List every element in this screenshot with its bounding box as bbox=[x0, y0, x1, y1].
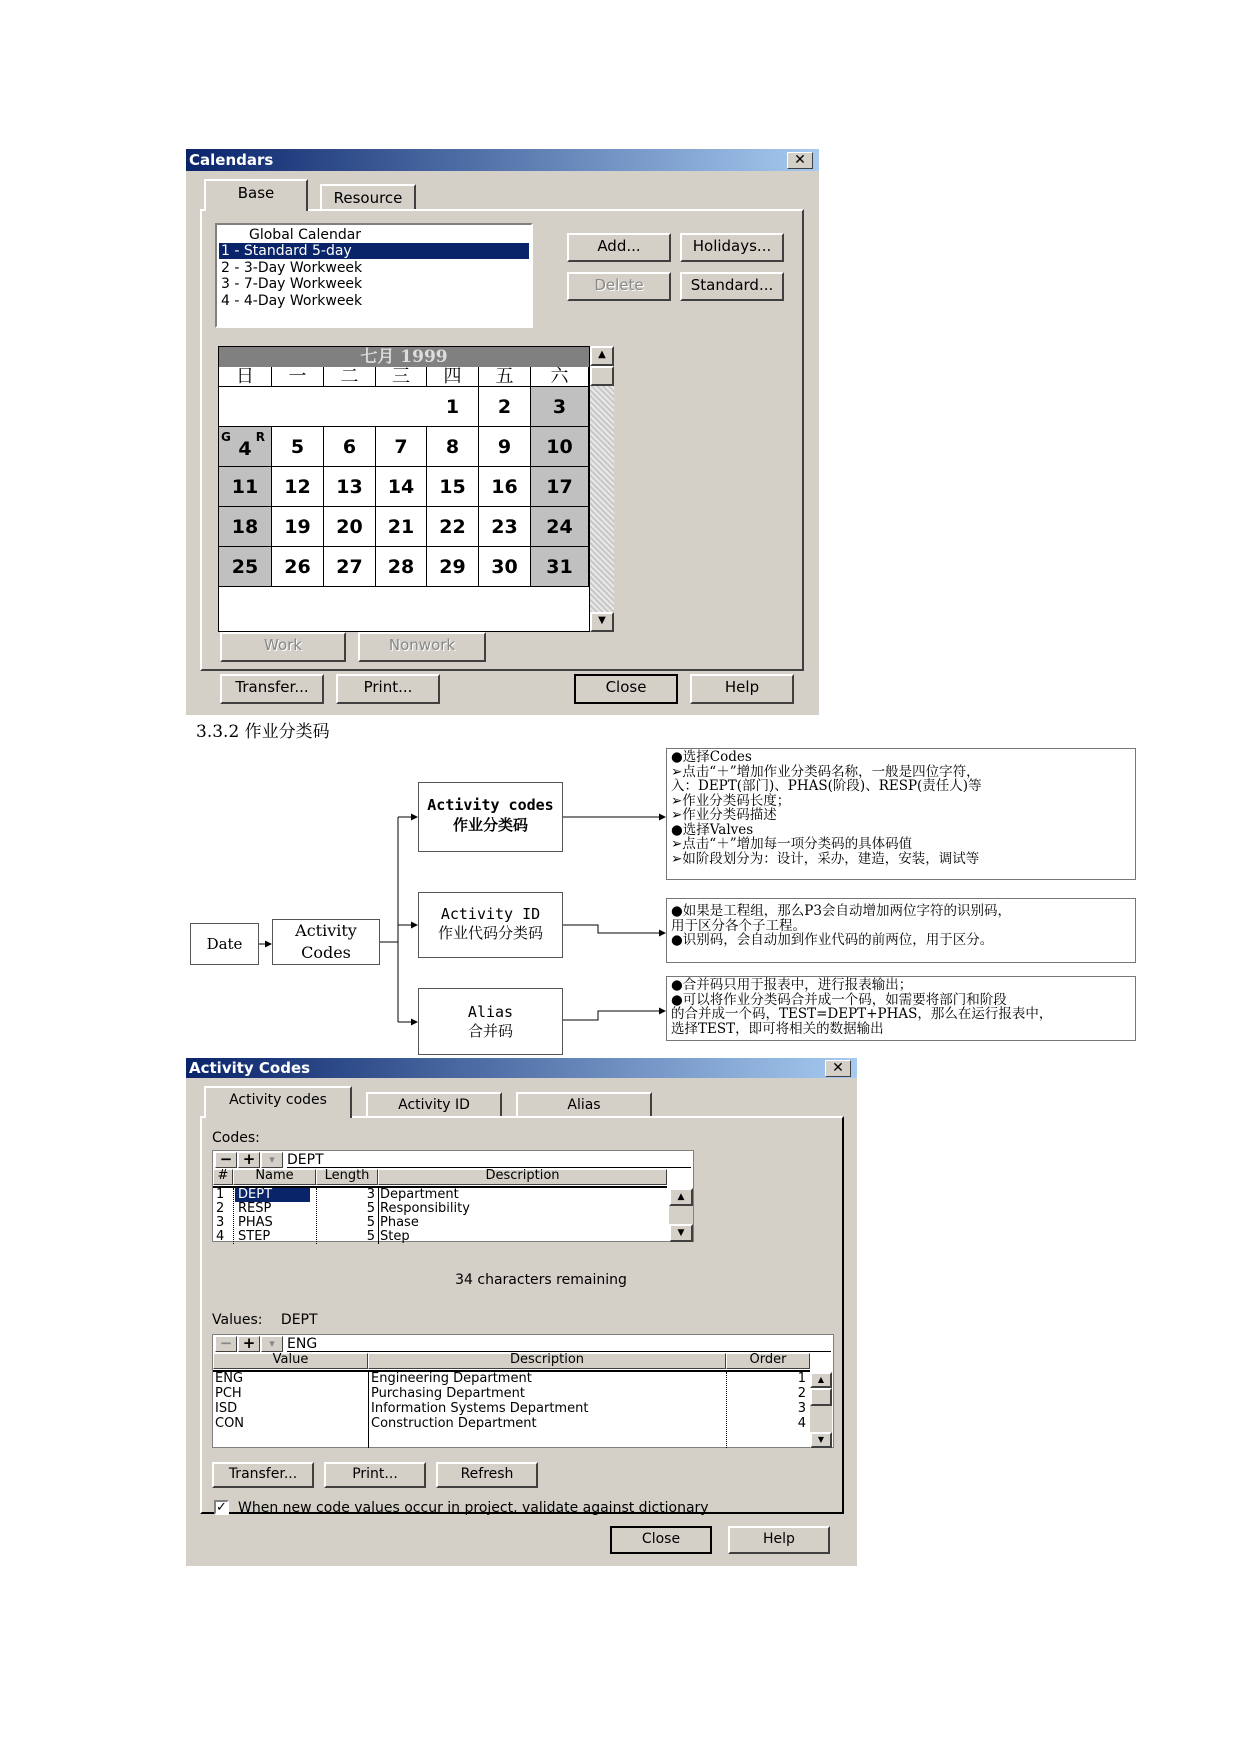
value-cell[interactable]: ENG bbox=[215, 1372, 244, 1386]
branch-label: Activity ID bbox=[440, 905, 541, 923]
calendars-title-bar bbox=[186, 149, 819, 171]
activity-codes-title-bar bbox=[186, 1058, 857, 1078]
table-row[interactable] bbox=[213, 1417, 810, 1431]
table-row[interactable] bbox=[213, 1372, 810, 1386]
codes-note bbox=[666, 748, 1136, 880]
activity-id-note bbox=[666, 898, 1136, 963]
row-number: 4 bbox=[216, 1230, 225, 1244]
table-row[interactable] bbox=[213, 1402, 810, 1416]
help-button[interactable]: Help bbox=[728, 1526, 830, 1554]
empty-day-cell bbox=[272, 387, 324, 427]
values-scrollbar[interactable] bbox=[810, 1372, 832, 1448]
close-button[interactable]: Close bbox=[610, 1526, 712, 1554]
note-line: ●可以将作业分类码合并成一个码，如需要将部门和阶段 bbox=[671, 991, 1007, 1008]
close-button[interactable]: Close bbox=[574, 674, 678, 704]
day-cell[interactable]: 12 bbox=[272, 467, 324, 507]
scroll-up-icon[interactable]: ▲ bbox=[669, 1188, 693, 1206]
validate-checkbox[interactable]: ✓ bbox=[214, 1500, 229, 1515]
activity-codes-branch-box bbox=[418, 782, 563, 852]
day-cell[interactable]: 6 bbox=[324, 427, 376, 467]
column-header: Value bbox=[213, 1353, 368, 1369]
scroll-down-icon[interactable]: ▼ bbox=[590, 612, 614, 632]
value-cell[interactable]: CON bbox=[215, 1417, 245, 1431]
day-cell[interactable]: 28 bbox=[376, 547, 427, 587]
day-cell[interactable]: 11 bbox=[219, 467, 272, 507]
column-divider bbox=[233, 1188, 234, 1244]
value-description-cell[interactable]: Purchasing Department bbox=[371, 1387, 525, 1401]
empty-day-cell bbox=[376, 387, 427, 427]
note-line: ●合并码只用于报表中，进行报表输出； bbox=[671, 977, 913, 993]
month-calendar bbox=[218, 346, 590, 632]
table-row[interactable] bbox=[213, 1230, 667, 1244]
code-name-cell[interactable]: STEP bbox=[238, 1230, 271, 1244]
validate-checkbox-label[interactable]: When new code values occur in project, validate against dictionary bbox=[238, 1500, 709, 1516]
column-header: # bbox=[213, 1169, 233, 1185]
code-name-cell[interactable]: PHAS bbox=[238, 1216, 273, 1230]
scroll-up-icon[interactable]: ▲ bbox=[810, 1372, 832, 1388]
remove-code-button[interactable]: − bbox=[215, 1152, 237, 1168]
nonwork-button[interactable]: Nonwork bbox=[358, 632, 486, 662]
scroll-down-icon[interactable]: ▼ bbox=[810, 1432, 832, 1448]
global-marker: G bbox=[221, 430, 231, 444]
list-item-selected[interactable]: 1 - Standard 5-day bbox=[219, 243, 529, 259]
code-length-cell[interactable]: 5 bbox=[366, 1202, 375, 1216]
day-cell[interactable]: 30 bbox=[479, 547, 531, 587]
close-icon[interactable]: ✕ bbox=[787, 152, 813, 169]
add-value-button[interactable]: + bbox=[238, 1336, 260, 1352]
code-description-cell[interactable]: Step bbox=[380, 1230, 410, 1244]
day-cell[interactable]: 10 bbox=[531, 427, 589, 467]
note-line: 的合并成一个码，TEST=DEPT+PHAS，那么在运行报表中， bbox=[671, 1006, 1053, 1022]
code-name-cell[interactable]: DEPT bbox=[235, 1188, 310, 1202]
day-cell[interactable]: 7 bbox=[376, 427, 427, 467]
transfer-button[interactable]: Transfer... bbox=[220, 674, 324, 704]
day-cell[interactable]: 20 bbox=[324, 507, 376, 547]
day-cell[interactable]: 3 bbox=[531, 387, 589, 427]
delete-button[interactable]: Delete bbox=[567, 272, 671, 301]
day-cell[interactable]: 9 bbox=[479, 427, 531, 467]
value-order-cell[interactable]: 4 bbox=[797, 1417, 806, 1431]
codes-scrollbar[interactable] bbox=[669, 1188, 693, 1242]
work-button[interactable]: Work bbox=[220, 632, 346, 662]
activity-codes-dialog bbox=[186, 1058, 857, 1566]
list-item[interactable]: Global Calendar bbox=[249, 227, 362, 243]
column-header: Length bbox=[316, 1169, 378, 1185]
day-cell[interactable]: 27 bbox=[324, 547, 376, 587]
note-line: ●如果是工程组，那么P3会自动增加两位字符的识别码， bbox=[671, 903, 1011, 919]
table-row[interactable] bbox=[213, 1216, 667, 1230]
activity-codes-line: Codes bbox=[301, 943, 351, 962]
standard-button[interactable]: Standard... bbox=[680, 272, 784, 301]
column-header: Order bbox=[726, 1353, 810, 1369]
scrollbar-thumb[interactable] bbox=[810, 1388, 832, 1406]
day-cell[interactable]: 23 bbox=[479, 507, 531, 547]
column-divider bbox=[368, 1372, 369, 1448]
values-code: DEPT bbox=[280, 1312, 318, 1328]
code-description-cell[interactable]: Department bbox=[380, 1188, 459, 1202]
day-cell[interactable]: 29 bbox=[427, 547, 479, 587]
column-header: Name bbox=[233, 1169, 316, 1185]
day-cell[interactable]: 26 bbox=[272, 547, 324, 587]
refresh-button[interactable]: Refresh bbox=[436, 1462, 538, 1488]
note-line: 用于区分各个子工程。 bbox=[671, 917, 806, 934]
transfer-button[interactable]: Transfer... bbox=[212, 1462, 314, 1488]
calendars-title: Calendars bbox=[189, 151, 274, 169]
tab-base[interactable]: Base bbox=[204, 179, 308, 211]
column-header: Description bbox=[368, 1353, 726, 1369]
row-number: 2 bbox=[216, 1202, 225, 1216]
note-line: ➢点击“＋”增加每一项分类码的具体码值 bbox=[671, 836, 913, 852]
day-cell[interactable]: 19 bbox=[272, 507, 324, 547]
activity-codes-line: Activity bbox=[295, 921, 357, 940]
day-cell[interactable]: 5 bbox=[272, 427, 324, 467]
table-row[interactable] bbox=[213, 1387, 810, 1401]
values-grid bbox=[212, 1334, 834, 1448]
empty-day-cell bbox=[324, 387, 376, 427]
help-button[interactable]: Help bbox=[690, 674, 794, 704]
values-label-row bbox=[212, 1312, 318, 1328]
list-item[interactable]: 3 - 7-Day Workweek bbox=[221, 276, 363, 292]
code-length-cell[interactable]: 5 bbox=[366, 1230, 375, 1244]
note-line: 入：DEPT(部门)、PHAS(阶段)、RESP(责任人)等 bbox=[671, 778, 982, 794]
branch-label: 合并码 bbox=[467, 1022, 513, 1040]
column-divider bbox=[316, 1188, 317, 1244]
column-divider bbox=[378, 1188, 379, 1244]
column-header: Description bbox=[378, 1169, 667, 1185]
value-cell[interactable]: PCH bbox=[215, 1387, 242, 1401]
activity-id-branch-box bbox=[418, 892, 563, 958]
row-number: 1 bbox=[216, 1188, 225, 1202]
code-length-cell[interactable]: 5 bbox=[366, 1216, 375, 1230]
remove-value-button[interactable]: − bbox=[215, 1336, 237, 1352]
calendars-dialog bbox=[186, 149, 819, 715]
day-cell[interactable]: 21 bbox=[376, 507, 427, 547]
values-edit-field[interactable]: ENG bbox=[287, 1336, 831, 1352]
weekday-header: 日 bbox=[219, 367, 272, 387]
values-label: Values: bbox=[212, 1312, 263, 1328]
alias-branch-box bbox=[418, 988, 563, 1055]
day-cell[interactable]: 25 bbox=[219, 547, 272, 587]
characters-remaining: 34 characters remaining bbox=[455, 1272, 627, 1288]
day-cell[interactable]: 1 bbox=[427, 387, 479, 427]
tab-activity-codes[interactable]: Activity codes bbox=[204, 1086, 352, 1118]
print-button[interactable]: Print... bbox=[336, 674, 440, 704]
add-code-button[interactable]: + bbox=[238, 1152, 260, 1168]
note-line: ➢作业分类码长度； bbox=[671, 792, 791, 809]
code-name-cell[interactable]: RESP bbox=[238, 1202, 272, 1216]
scrollbar-thumb[interactable] bbox=[590, 366, 614, 386]
note-line: 选择TEST，即可将相关的数据输出 bbox=[671, 1020, 884, 1037]
weekday-header-row bbox=[219, 367, 589, 387]
calendar-scrollbar[interactable] bbox=[590, 346, 614, 632]
dropdown-icon[interactable]: ▾ bbox=[261, 1336, 283, 1352]
branch-label: Alias bbox=[467, 1003, 514, 1021]
table-row[interactable] bbox=[213, 1188, 667, 1202]
day-cell[interactable]: 13 bbox=[324, 467, 376, 507]
row-number: 3 bbox=[216, 1216, 225, 1230]
day-cell[interactable]: 24 bbox=[531, 507, 589, 547]
value-order-cell[interactable]: 2 bbox=[797, 1387, 806, 1401]
branch-label: 作业代码分类码 bbox=[437, 924, 543, 942]
calendar-empty-row bbox=[219, 587, 589, 631]
codes-edit-field[interactable]: DEPT bbox=[287, 1152, 691, 1168]
month-title: 七月 1999 bbox=[219, 347, 589, 367]
weekday-header: 一 bbox=[272, 367, 324, 387]
date-box: Date bbox=[190, 923, 259, 965]
activity-codes-title: Activity Codes bbox=[189, 1059, 311, 1077]
note-line: ➢如阶段划分为：设计，采办，建造，安装，调试等 bbox=[671, 850, 980, 867]
note-line: ➢点击“＋”增加作业分类码名称，一般是四位字符， bbox=[671, 763, 980, 780]
note-line: ➢作业分类码描述 bbox=[671, 807, 777, 823]
day-cell[interactable]: 16 bbox=[479, 467, 531, 507]
note-line: ●识别码，会自动加到作业代码的前两位，用于区分。 bbox=[671, 932, 994, 948]
day-grid bbox=[219, 387, 589, 587]
holidays-button[interactable]: Holidays... bbox=[680, 233, 784, 262]
day-cell[interactable]: 2 bbox=[479, 387, 531, 427]
codes-rows bbox=[213, 1186, 667, 1242]
value-cell[interactable]: ISD bbox=[215, 1402, 238, 1416]
activity-codes-box bbox=[272, 919, 380, 965]
value-order-cell[interactable]: 3 bbox=[797, 1402, 806, 1416]
value-description-cell[interactable]: Information Systems Department bbox=[371, 1402, 589, 1416]
tab-alias[interactable]: Alias bbox=[516, 1092, 652, 1116]
section-heading: 3.3.2 作业分类码 bbox=[196, 722, 330, 742]
day-cell[interactable]: 18 bbox=[219, 507, 272, 547]
day-cell[interactable]: 17 bbox=[531, 467, 589, 507]
weekday-header: 四 bbox=[427, 367, 479, 387]
resource-marker: R bbox=[255, 430, 265, 444]
list-item[interactable]: 4 - 4-Day Workweek bbox=[221, 293, 363, 309]
day-cell[interactable]: 8 bbox=[427, 427, 479, 467]
day-cell[interactable]: 4 G R bbox=[219, 427, 272, 467]
alias-note bbox=[666, 976, 1136, 1041]
day-cell[interactable]: 15 bbox=[427, 467, 479, 507]
codes-grid bbox=[212, 1150, 694, 1242]
calendar-list[interactable] bbox=[215, 223, 533, 328]
add-button[interactable]: Add... bbox=[567, 233, 671, 262]
branch-label: 作业分类码 bbox=[452, 816, 528, 834]
column-divider bbox=[726, 1372, 727, 1448]
list-item[interactable]: 2 - 3-Day Workweek bbox=[221, 260, 363, 276]
table-row[interactable] bbox=[213, 1202, 667, 1216]
values-rows bbox=[213, 1370, 810, 1448]
value-order-cell[interactable]: 1 bbox=[797, 1372, 806, 1386]
value-description-cell[interactable]: Engineering Department bbox=[371, 1372, 532, 1386]
scroll-up-icon[interactable]: ▲ bbox=[590, 346, 614, 366]
day-cell[interactable]: 22 bbox=[427, 507, 479, 547]
scrollbar-track[interactable] bbox=[590, 346, 614, 632]
day-cell[interactable]: 14 bbox=[376, 467, 427, 507]
weekday-header: 二 bbox=[324, 367, 376, 387]
weekday-header: 六 bbox=[531, 367, 589, 387]
tab-resource[interactable]: Resource bbox=[320, 184, 416, 209]
note-line: ●选择Codes bbox=[671, 749, 752, 765]
code-description-cell[interactable]: Phase bbox=[380, 1216, 419, 1230]
codes-label: Codes: bbox=[212, 1130, 260, 1146]
code-length-cell[interactable]: 3 bbox=[366, 1188, 375, 1202]
scroll-down-icon[interactable]: ▼ bbox=[669, 1224, 693, 1242]
tab-activity-id[interactable]: Activity ID bbox=[366, 1092, 502, 1116]
close-icon[interactable]: ✕ bbox=[825, 1060, 851, 1077]
weekday-header: 五 bbox=[479, 367, 531, 387]
weekday-header: 三 bbox=[376, 367, 427, 387]
value-description-cell[interactable]: Construction Department bbox=[371, 1417, 537, 1431]
print-button[interactable]: Print... bbox=[324, 1462, 426, 1488]
note-line: ●选择Valves bbox=[671, 821, 754, 838]
day-cell[interactable]: 31 bbox=[531, 547, 589, 587]
branch-label: Activity codes bbox=[427, 796, 554, 814]
code-description-cell[interactable]: Responsibility bbox=[380, 1202, 470, 1216]
dropdown-icon[interactable]: ▾ bbox=[261, 1152, 283, 1168]
